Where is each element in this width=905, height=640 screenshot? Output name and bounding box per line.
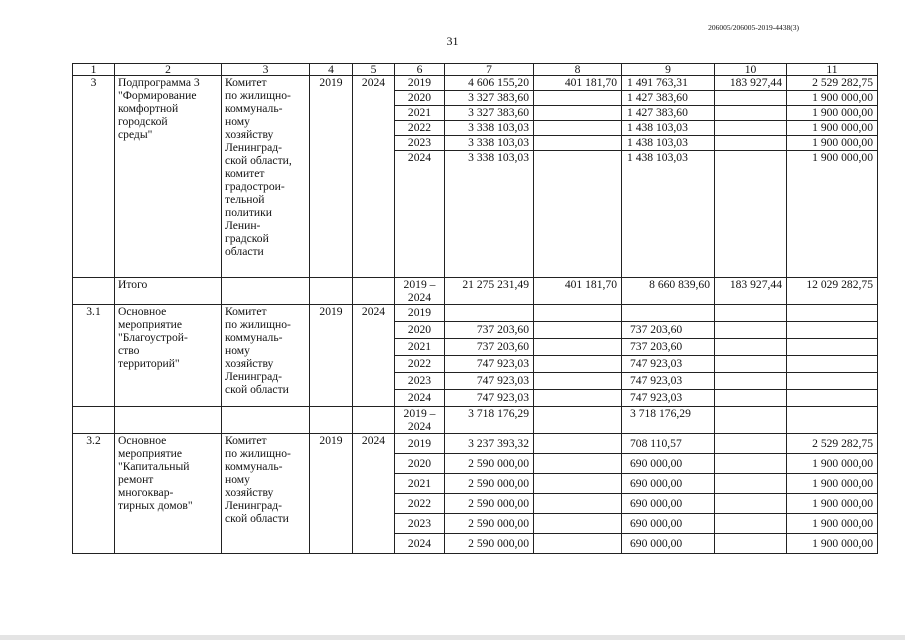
col-header: 10 bbox=[715, 64, 787, 76]
amount-cell: 737 203,60 bbox=[622, 322, 715, 339]
responsible-line: по жилищно- bbox=[225, 89, 291, 102]
amount-cell bbox=[715, 474, 787, 494]
table-row bbox=[73, 434, 878, 454]
amount-cell bbox=[534, 305, 622, 322]
col-header: 3 bbox=[222, 64, 310, 76]
amount-cell bbox=[534, 474, 622, 494]
col-header: 8 bbox=[534, 64, 622, 76]
start-year: 2019 bbox=[310, 305, 353, 407]
col-header: 4 bbox=[310, 64, 353, 76]
amount-cell: 690 000,00 bbox=[622, 474, 715, 494]
amount-cell bbox=[534, 514, 622, 534]
amount-cell bbox=[534, 454, 622, 474]
table-row bbox=[73, 407, 878, 434]
amount-cell: 3 327 383,60 bbox=[445, 106, 534, 121]
end-year: 2024 bbox=[353, 434, 395, 554]
measure-3-1-block bbox=[73, 305, 878, 407]
total-cell: 3 718 176,29 bbox=[622, 407, 715, 434]
amount-cell bbox=[715, 390, 787, 407]
amount-cell: 2 590 000,00 bbox=[445, 454, 534, 474]
amount-cell: 1 900 000,00 bbox=[787, 514, 878, 534]
col-header: 6 bbox=[395, 64, 445, 76]
amount-cell: 1 900 000,00 bbox=[787, 454, 878, 474]
start-year: 2019 bbox=[310, 76, 353, 278]
year-cell: 2024 bbox=[395, 534, 445, 554]
table-row bbox=[73, 278, 878, 305]
responsible-line: Комитет bbox=[225, 76, 267, 89]
amount-cell: 4 606 155,20 bbox=[445, 76, 534, 91]
end-year: 2024 bbox=[353, 305, 395, 407]
responsible-line: хозяйству bbox=[225, 128, 274, 141]
year-cell: 2023 bbox=[395, 373, 445, 390]
amount-cell: 1 438 103,03 bbox=[622, 121, 715, 136]
total-cell: 3 718 176,29 bbox=[445, 407, 534, 434]
responsible-line: Комитет bbox=[225, 305, 267, 318]
amount-cell bbox=[715, 514, 787, 534]
page-number: 31 bbox=[446, 34, 459, 48]
responsible-line: Ленинград- bbox=[225, 141, 283, 154]
amount-cell bbox=[715, 356, 787, 373]
responsible-line: ской области bbox=[225, 512, 289, 525]
responsible-line: комитет bbox=[225, 167, 265, 180]
amount-cell: 2 590 000,00 bbox=[445, 534, 534, 554]
amount-cell: 183 927,44 bbox=[715, 76, 787, 91]
amount-cell: 737 203,60 bbox=[445, 339, 534, 356]
item-name bbox=[115, 76, 222, 278]
responsible-line: ской области bbox=[225, 383, 289, 396]
amount-cell: 690 000,00 bbox=[622, 494, 715, 514]
amount-cell bbox=[622, 305, 715, 322]
responsible-line: градострои- bbox=[225, 180, 285, 193]
amount-cell bbox=[787, 390, 878, 407]
amount-cell: 1 900 000,00 bbox=[787, 534, 878, 554]
amount-cell: 3 338 103,03 bbox=[445, 151, 534, 278]
name-line: ремонт bbox=[118, 473, 154, 486]
responsible-line: коммуналь- bbox=[225, 102, 283, 115]
amount-cell bbox=[715, 322, 787, 339]
amount-cell: 1 438 103,03 bbox=[622, 136, 715, 151]
year-cell: 2021 bbox=[395, 474, 445, 494]
amount-cell bbox=[534, 390, 622, 407]
year-cell: 2023 bbox=[395, 136, 445, 151]
year-cell: 2019 bbox=[395, 305, 445, 322]
amount-cell: 3 338 103,03 bbox=[445, 136, 534, 151]
scan-edge bbox=[0, 635, 905, 640]
amount-cell: 747 923,03 bbox=[622, 373, 715, 390]
total-cell: 12 029 282,75 bbox=[787, 278, 878, 305]
responsible-executor bbox=[222, 76, 310, 278]
responsible-line: Ленинград- bbox=[225, 499, 283, 512]
amount-cell: 1 900 000,00 bbox=[787, 91, 878, 106]
amount-cell bbox=[715, 454, 787, 474]
year-cell: 2019 bbox=[395, 434, 445, 454]
amount-cell: 1 900 000,00 bbox=[787, 474, 878, 494]
name-line: тирных домов" bbox=[118, 499, 193, 512]
amount-cell bbox=[715, 151, 787, 278]
responsible-line: ному bbox=[225, 344, 250, 357]
responsible-line: тельной bbox=[225, 193, 265, 206]
amount-cell: 690 000,00 bbox=[622, 454, 715, 474]
amount-cell bbox=[715, 91, 787, 106]
total-period: 2019 – 2024 bbox=[395, 407, 445, 434]
end-year: 2024 bbox=[353, 76, 395, 278]
amount-cell bbox=[715, 373, 787, 390]
amount-cell: 3 237 393,32 bbox=[445, 434, 534, 454]
amount-cell: 1 900 000,00 bbox=[787, 494, 878, 514]
total-cell: 401 181,70 bbox=[534, 278, 622, 305]
amount-cell bbox=[715, 136, 787, 151]
total-cell: 8 660 839,60 bbox=[622, 278, 715, 305]
responsible-executor bbox=[222, 305, 310, 407]
responsible-line: политики bbox=[225, 206, 272, 219]
amount-cell bbox=[534, 91, 622, 106]
total-label: Итого bbox=[115, 278, 222, 305]
responsible-line: коммуналь- bbox=[225, 331, 283, 344]
amount-cell bbox=[715, 339, 787, 356]
year-cell: 2023 bbox=[395, 514, 445, 534]
amount-cell: 401 181,70 bbox=[534, 76, 622, 91]
table-row bbox=[73, 305, 878, 322]
amount-cell: 690 000,00 bbox=[622, 514, 715, 534]
amount-cell: 737 203,60 bbox=[622, 339, 715, 356]
amount-cell: 737 203,60 bbox=[445, 322, 534, 339]
year-cell: 2021 bbox=[395, 106, 445, 121]
responsible-line: хозяйству bbox=[225, 486, 274, 499]
amount-cell bbox=[715, 534, 787, 554]
measure-3-1-total bbox=[73, 407, 878, 434]
item-name bbox=[115, 434, 222, 554]
amount-cell: 2 529 282,75 bbox=[787, 76, 878, 91]
amount-cell bbox=[787, 322, 878, 339]
amount-cell: 3 338 103,03 bbox=[445, 121, 534, 136]
amount-cell: 708 110,57 bbox=[622, 434, 715, 454]
total-cell: 183 927,44 bbox=[715, 278, 787, 305]
name-line: мероприятие bbox=[118, 447, 183, 460]
responsible-line: по жилищно- bbox=[225, 318, 291, 331]
amount-cell bbox=[715, 106, 787, 121]
amount-cell: 1 427 383,60 bbox=[622, 91, 715, 106]
name-line: мероприятие bbox=[118, 318, 183, 331]
amount-cell: 747 923,03 bbox=[445, 373, 534, 390]
col-header: 11 bbox=[787, 64, 878, 76]
subprogram-3-block bbox=[73, 76, 878, 278]
col-header: 7 bbox=[445, 64, 534, 76]
amount-cell: 747 923,03 bbox=[622, 390, 715, 407]
responsible-line: ному bbox=[225, 473, 250, 486]
amount-cell: 1 491 763,31 bbox=[622, 76, 715, 91]
amount-cell bbox=[534, 121, 622, 136]
year-cell: 2022 bbox=[395, 494, 445, 514]
col-header: 5 bbox=[353, 64, 395, 76]
amount-cell bbox=[787, 305, 878, 322]
col-header: 2 bbox=[115, 64, 222, 76]
amount-cell: 2 529 282,75 bbox=[787, 434, 878, 454]
item-number: 3 bbox=[73, 76, 115, 278]
responsible-line: по жилищно- bbox=[225, 447, 291, 460]
amount-cell bbox=[534, 322, 622, 339]
responsible-line: Комитет bbox=[225, 434, 267, 447]
amount-cell: 1 900 000,00 bbox=[787, 136, 878, 151]
amount-cell bbox=[534, 151, 622, 278]
amount-cell: 2 590 000,00 bbox=[445, 474, 534, 494]
year-cell: 2021 bbox=[395, 339, 445, 356]
measure-3-2-block bbox=[73, 434, 878, 554]
amount-cell bbox=[445, 305, 534, 322]
amount-cell: 747 923,03 bbox=[622, 356, 715, 373]
budget-table bbox=[72, 63, 878, 554]
item-number: 3.1 bbox=[73, 305, 115, 407]
amount-cell: 1 438 103,03 bbox=[622, 151, 715, 278]
name-line: "Капитальный bbox=[118, 460, 190, 473]
responsible-line: области bbox=[225, 245, 264, 258]
amount-cell bbox=[787, 339, 878, 356]
year-cell: 2024 bbox=[395, 390, 445, 407]
total-cell: 21 275 231,49 bbox=[445, 278, 534, 305]
amount-cell: 2 590 000,00 bbox=[445, 514, 534, 534]
responsible-line: Ленин- bbox=[225, 219, 261, 232]
amount-cell bbox=[534, 494, 622, 514]
item-number: 3.2 bbox=[73, 434, 115, 554]
amount-cell: 1 900 000,00 bbox=[787, 121, 878, 136]
amount-cell bbox=[787, 373, 878, 390]
amount-cell bbox=[534, 534, 622, 554]
year-cell: 2022 bbox=[395, 356, 445, 373]
responsible-line: Ленинград- bbox=[225, 370, 283, 383]
amount-cell bbox=[534, 106, 622, 121]
name-line: городской bbox=[118, 115, 168, 128]
year-cell: 2020 bbox=[395, 454, 445, 474]
amount-cell: 1 900 000,00 bbox=[787, 151, 878, 278]
year-cell: 2022 bbox=[395, 121, 445, 136]
name-line: "Благоустрой- bbox=[118, 331, 188, 344]
amount-cell bbox=[715, 434, 787, 454]
amount-cell bbox=[534, 356, 622, 373]
name-line: многоквар- bbox=[118, 486, 174, 499]
name-line: Основное bbox=[118, 434, 167, 447]
subprogram-3-total bbox=[73, 278, 878, 305]
table-row bbox=[73, 76, 878, 91]
name-line: ство bbox=[118, 344, 140, 357]
responsible-line: ному bbox=[225, 115, 250, 128]
responsible-executor bbox=[222, 434, 310, 554]
amount-cell bbox=[534, 373, 622, 390]
amount-cell bbox=[534, 434, 622, 454]
amount-cell: 747 923,03 bbox=[445, 390, 534, 407]
responsible-line: ской области, bbox=[225, 154, 292, 167]
responsible-line: коммуналь- bbox=[225, 460, 283, 473]
amount-cell: 1 427 383,60 bbox=[622, 106, 715, 121]
amount-cell bbox=[534, 136, 622, 151]
responsible-line: градской bbox=[225, 232, 269, 245]
start-year: 2019 bbox=[310, 434, 353, 554]
column-number-row bbox=[73, 64, 878, 76]
name-line: среды" bbox=[118, 128, 153, 141]
responsible-line: хозяйству bbox=[225, 357, 274, 370]
col-header: 1 bbox=[73, 64, 115, 76]
amount-cell: 2 590 000,00 bbox=[445, 494, 534, 514]
amount-cell bbox=[715, 305, 787, 322]
amount-cell bbox=[715, 121, 787, 136]
total-period: 2019 – 2024 bbox=[395, 278, 445, 305]
item-name bbox=[115, 305, 222, 407]
name-line: комфортной bbox=[118, 102, 179, 115]
col-header: 9 bbox=[622, 64, 715, 76]
year-cell: 2020 bbox=[395, 322, 445, 339]
amount-cell: 690 000,00 bbox=[622, 534, 715, 554]
year-cell: 2019 bbox=[395, 76, 445, 91]
name-line: Основное bbox=[118, 305, 167, 318]
document-number: 206005/206005-2019-4438(3) bbox=[708, 23, 799, 32]
amount-cell bbox=[715, 494, 787, 514]
amount-cell: 1 900 000,00 bbox=[787, 106, 878, 121]
year-cell: 2024 bbox=[395, 151, 445, 278]
name-line: Подпрограмма 3 bbox=[118, 76, 200, 89]
year-cell: 2020 bbox=[395, 91, 445, 106]
amount-cell: 747 923,03 bbox=[445, 356, 534, 373]
amount-cell bbox=[787, 356, 878, 373]
amount-cell bbox=[534, 339, 622, 356]
name-line: "Формирование bbox=[118, 89, 197, 102]
name-line: территорий" bbox=[118, 357, 180, 370]
amount-cell: 3 327 383,60 bbox=[445, 91, 534, 106]
